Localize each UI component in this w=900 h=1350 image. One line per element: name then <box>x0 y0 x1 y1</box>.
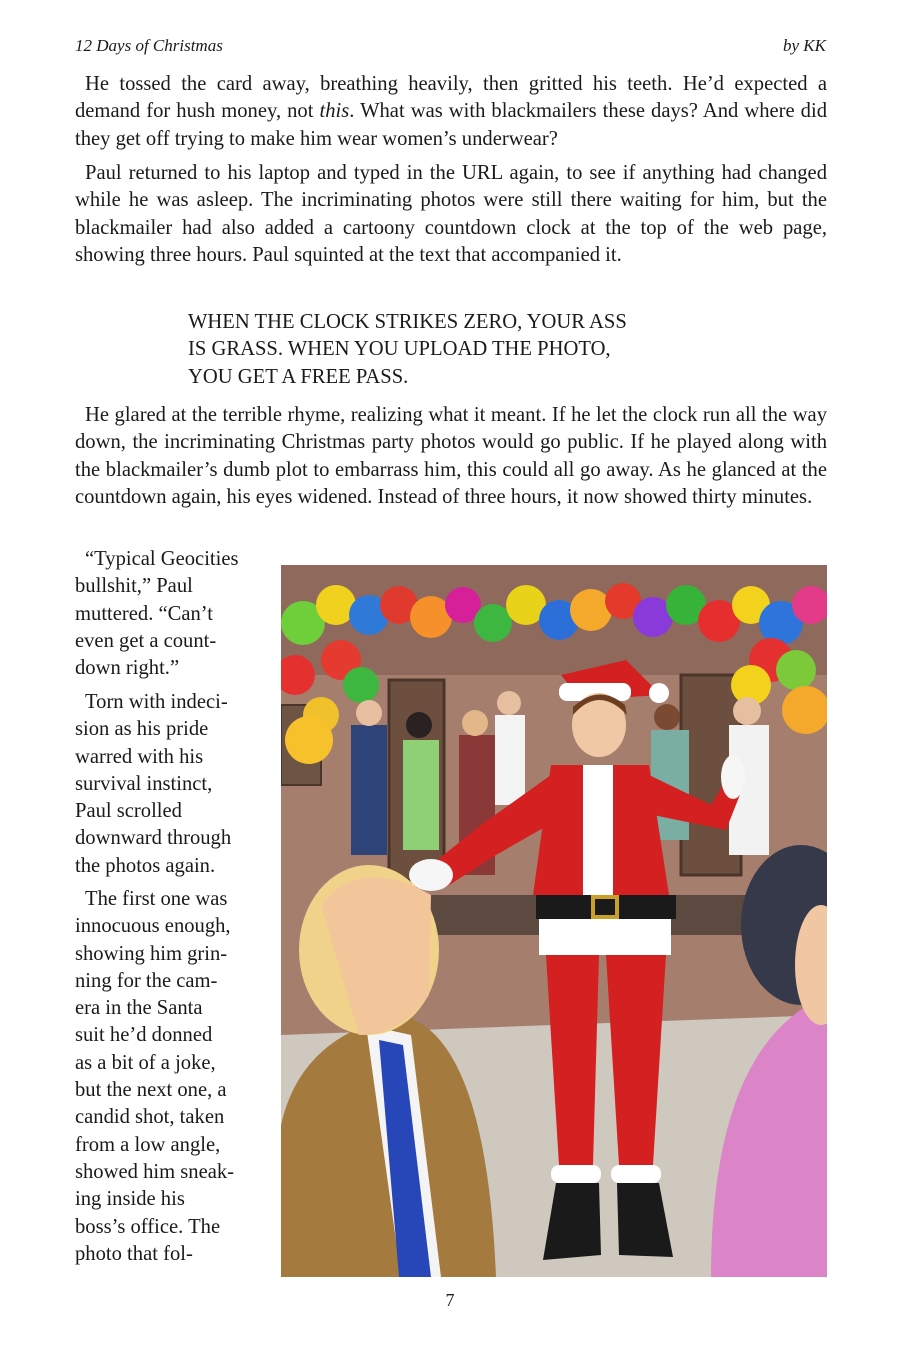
column-line: era in the Santa <box>75 997 203 1020</box>
column-line: innocuous enough, <box>75 915 231 938</box>
column-line: down right.” <box>75 657 180 680</box>
column-line: Torn with indeci- <box>85 691 228 713</box>
column-line: muttered. “Can’t <box>75 602 214 625</box>
column-line: suit he’d donned <box>75 1024 213 1047</box>
blackmail-rhyme <box>188 309 627 391</box>
office-party-illustration <box>281 565 827 1277</box>
column-paragraph-2 <box>75 689 265 880</box>
column-line: ning for the cam- <box>75 969 218 992</box>
paragraph-1 <box>75 71 827 153</box>
rhyme-line: YOU GET A FREE PASS. <box>188 365 409 388</box>
column-paragraph-3 <box>75 886 265 1268</box>
page-number: 7 <box>445 1290 455 1310</box>
column-line: but the next one, a <box>75 1079 227 1102</box>
paragraph-2: Paul returned to his laptop and typed in the URL again, to see if anything had changed while he was asleep. The incriminating photos were still there waiting for him, but the blackmailer had also added a cartoony countdown clock at the top of the web page, showing three hours. Paul squinted at the text that accompanied it. <box>75 162 827 266</box>
column-line: candid shot, taken <box>75 1106 225 1129</box>
paragraph-1-text-b: . What was with blackmailers these days? And where did they get off trying to make him wear women’s underwear? <box>75 100 827 150</box>
rhyme-line: WHEN THE CLOCK STRIKES ZERO, YOUR ASS <box>188 311 627 333</box>
column-line: as a bit of a joke, <box>75 1051 216 1074</box>
column-line: even get a count- <box>75 629 217 652</box>
column-line: The first one was <box>85 888 228 910</box>
column-line: the photos again. <box>75 854 216 877</box>
running-header-title: 12 Days of Christmas <box>75 36 223 55</box>
paragraph-1-emphasis: this <box>319 100 350 123</box>
rhyme-line: IS GRASS. WHEN YOU UPLOAD THE PHOTO, <box>188 338 611 361</box>
column-paragraph-1 <box>75 546 265 682</box>
running-header-author: by KK <box>783 36 826 55</box>
column-line: downward through <box>75 827 232 850</box>
column-line: Paul scrolled <box>75 800 182 823</box>
paragraph-1-text-a: He tossed the card away, breathing heavily, then gritted his teeth. He’d expected a demand for hush money, not <box>75 73 827 123</box>
column-line: warred with his <box>75 745 204 768</box>
column-line: photo that fol- <box>75 1242 193 1265</box>
column-line: sion as his pride <box>75 718 209 741</box>
column-line: showed him sneak- <box>75 1160 234 1183</box>
column-line: showing him grin- <box>75 942 228 965</box>
column-line: from a low angle, <box>75 1133 221 1156</box>
paragraph-3: He glared at the terrible rhyme, realizing what it meant. If he let the clock run all the way down, the incriminating Christmas party photos would go public. If he played along with the blackmailer’s dumb plot to embarrass him, this could all go away. As he glanced at the countdown again, his eyes widened. Instead of three hours, it now showed thirty minutes. <box>75 404 827 508</box>
column-line: bullshit,” Paul <box>75 575 193 598</box>
column-line: “Typical Geocities <box>85 548 239 570</box>
column-line: boss’s office. The <box>75 1215 221 1238</box>
column-line: survival instinct, <box>75 772 213 795</box>
column-line: ing inside his <box>75 1188 185 1211</box>
